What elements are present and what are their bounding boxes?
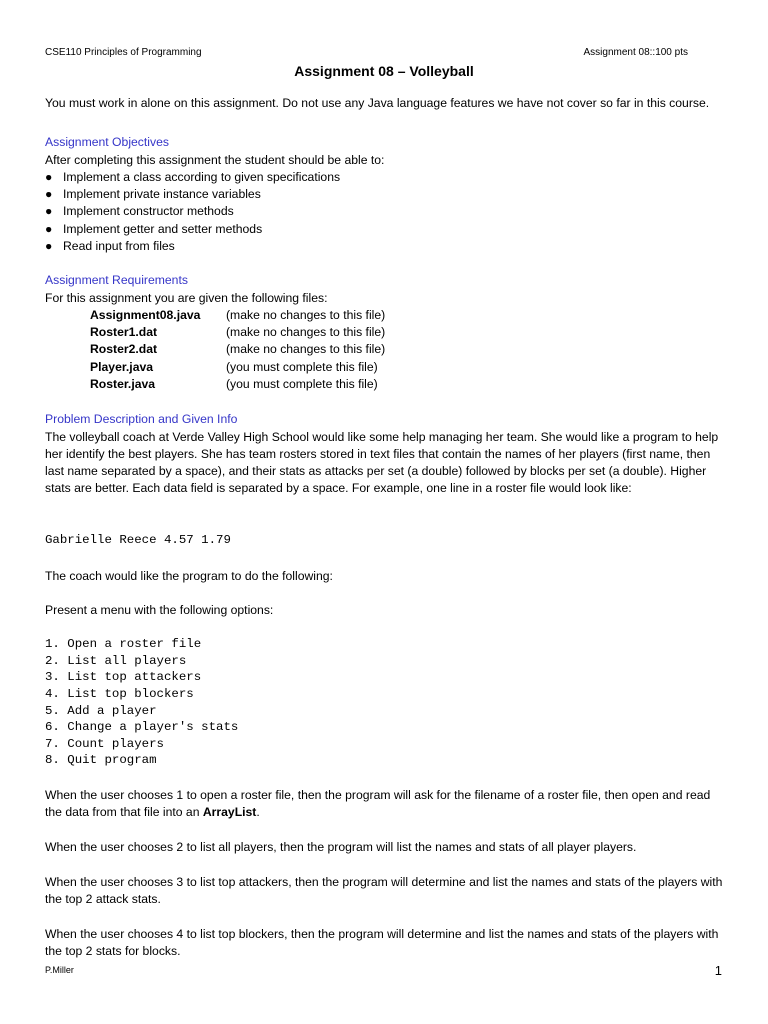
example-roster-line: Gabrielle Reece 4.57 1.79 (45, 533, 231, 547)
list-item: ● Implement a class according to given specifications (45, 169, 340, 186)
menu-lead: Present a menu with the following options: (45, 603, 274, 617)
menu-option: 2. List all players (45, 654, 187, 668)
file-row (90, 360, 378, 377)
file-name: Assignment08.java (90, 308, 201, 322)
menu-option: 1. Open a roster file (45, 637, 202, 651)
objectives-lead: After completing this assignment the student should be able to: (45, 153, 385, 167)
file-row (90, 308, 385, 325)
menu-option: 6. Change a player's stats (45, 720, 239, 734)
objectives-list (45, 169, 340, 255)
file-row (90, 342, 385, 359)
problem-paragraph: The volleyball coach at Verde Valley High School would like some help managing her team. She would like a program to help her identify the best players. She has team rosters stored in text files that contain the names of her players (first name, then last name separated by a space), and their stats as attacks per set (a double) followed by blocks per set (a double). Higher stats are better. Each data field is separated by a space. For example, one line in a roster file would look like: (45, 430, 719, 495)
menu-option: 3. List top attackers (45, 670, 202, 684)
file-note: (you must complete this file) (226, 360, 378, 374)
file-note: (you must complete this file) (226, 377, 378, 391)
file-name: Player.java (90, 360, 154, 374)
option2-paragraph: When the user chooses 2 to list all players, then the program will list the names and stats of all player players. (45, 840, 637, 854)
option1-paragraph: When the user chooses 1 to open a roster file, then the program will ask for the filename of a roster file, then open and read the data from that file into an ArrayList. (45, 788, 711, 819)
bullet-icon: ● (45, 221, 53, 236)
objectives-heading: Assignment Objectives (45, 135, 169, 149)
menu-option: 7. Count players (45, 737, 164, 751)
bullet-icon: ● (45, 170, 53, 184)
requirements-heading: Assignment Requirements (45, 273, 188, 287)
file-row (90, 377, 378, 394)
menu-option: 4. List top blockers (45, 687, 194, 701)
list-item: ● Implement constructor methods (45, 203, 340, 220)
header-course: CSE110 Principles of Programming (45, 47, 202, 58)
header-assignment-points: Assignment 08::100 pts (583, 47, 688, 58)
coach-line: The coach would like the program to do the following: (45, 569, 333, 583)
file-name: Roster2.dat (90, 342, 158, 356)
bullet-icon: ● (45, 238, 53, 253)
file-note: (make no changes to this file) (226, 342, 386, 356)
intro-paragraph: You must work in alone on this assignment. Do not use any Java language features we have not cover so far in this course. (45, 96, 710, 110)
arraylist-term: ArrayList (202, 805, 257, 819)
bullet-icon: ● (45, 204, 53, 219)
file-name: Roster1.dat (90, 325, 158, 339)
problem-heading: Problem Description and Given Info (45, 412, 238, 426)
list-item: ● Implement getter and setter methods (45, 221, 340, 238)
option4-paragraph: When the user chooses 4 to list top blockers, then the program will determine and list the names and stats of the players with the top 2 stats for blocks. (45, 927, 719, 958)
menu-option: 8. Quit program (45, 753, 157, 767)
bullet-icon: ● (45, 187, 53, 202)
menu-option: 5. Add a player (45, 704, 157, 718)
list-item: ● Implement private instance variables (45, 186, 340, 203)
file-note: (make no changes to this file) (226, 308, 386, 322)
footer-author: P.Miller (45, 965, 74, 975)
file-name: Roster.java (90, 377, 156, 391)
file-row (90, 325, 385, 342)
file-note: (make no changes to this file) (226, 325, 386, 339)
option3-paragraph: When the user chooses 3 to list top attackers, then the program will determine and list the names and stats of the players with the top 2 attack stats. (45, 875, 723, 906)
requirements-lead: For this assignment you are given the following files: (45, 291, 328, 305)
list-item: ● Read input from files (45, 238, 340, 255)
page-number: 1 (714, 963, 722, 978)
page-title: Assignment 08 – Volleyball (294, 63, 474, 79)
